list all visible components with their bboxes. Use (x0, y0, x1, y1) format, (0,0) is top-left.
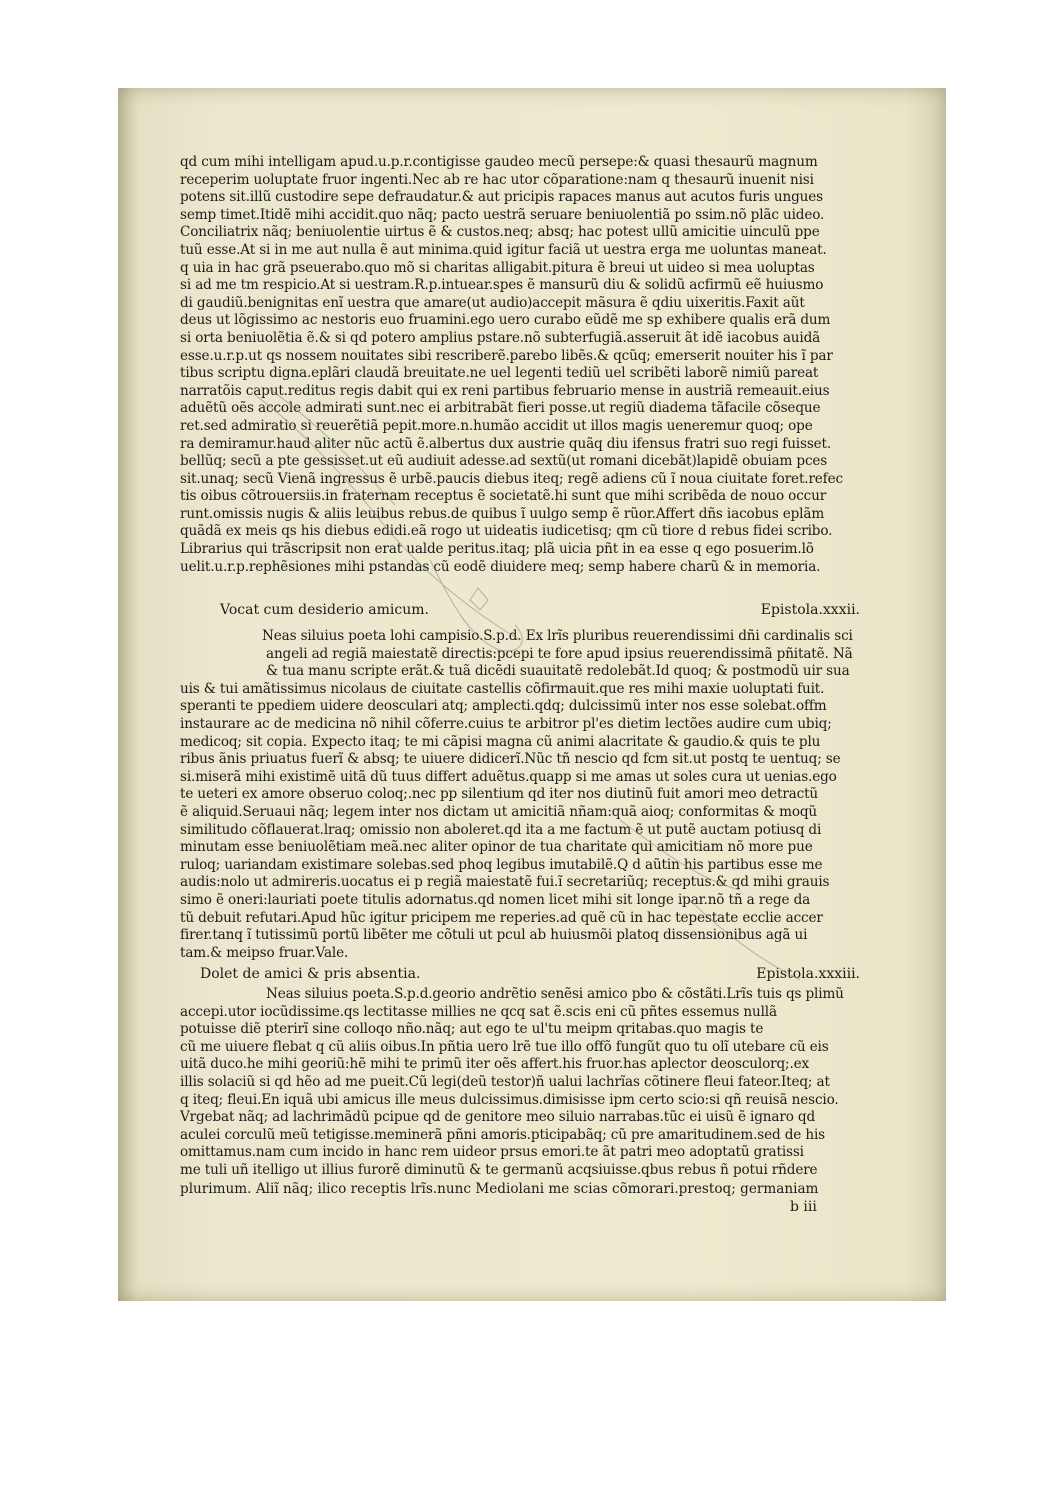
epistola-heading-xxxii (220, 600, 860, 620)
text-line: me tuli uñ itelligo ut illius furorẽ diminutũ & te germanũ acqsiuisse.qbus rebus ñ potui rñdere (180, 1161, 818, 1178)
text-line: instaurare ac de medicina nõ nihil cõferre.cuius te arbitror pl'es dietim lectões audire cum ubiq; (180, 715, 832, 732)
text-line: uelit.u.r.p.rephẽsiones mihi pstandas cũ eodẽ diuidere meq; semp habere charũ & in memoria. (180, 558, 821, 575)
text-line: Neas siluius poeta lohi campisio.S.p.d. Ex lrĩs pluribus reuerendissimi dñi cardinalis sci (262, 628, 853, 644)
text-line: medicoq; sit copia. Expecto itaq; te mi cãpisi magna cũ animi alacritate & gaudio.& quis te plu (180, 733, 821, 750)
text-line: tibus scriptu digna.eplãri claudã breuitate.ne uel legenti tediũ uel scribẽti laborẽ nimiũ pareat (180, 365, 819, 382)
text-line: q uia in hac grã pseuerabo.quo mõ si charitas alligabit.pitura ẽ breui ut uideo si mea uoluptas (180, 259, 815, 276)
text-line: di gaudiũ.benignitas enĩ uestra que amare(ut audio)accepit mãsura ẽ qdiu uixeritis.Faxit aũt (180, 294, 805, 311)
text-line: tũ debuit refutari.Apud hũc igitur pricipem me reperies.ad quẽ cũ in hac tepestate ecclie accer (180, 909, 823, 926)
signature-mark: b iii (790, 1199, 817, 1215)
text-line: Librarius qui trãscripsit non erat ualde peritus.itaq; plã uicia pñt in ea esse q ego posuerim.lõ (180, 541, 814, 558)
heading-number: Epistola.xxxii. (760, 602, 860, 618)
text-line: aculei corculũ meũ tetigisse.meminerã pñni amoris.pticipabãq; cũ pre amaritudinem.sed de his (180, 1126, 825, 1143)
text-block-3 (180, 986, 860, 1180)
text-line: ẽ aliquid.Seruaui nãq; legem inter nos dictam ut amicitiã nñam:quã aioq; conformitas & moqũ (180, 803, 818, 820)
text-line: audis:nolo ut admireris.uocatus ei p regiã maiestatẽ fui.ĩ secretariũq; receptus.& qd mihi grauis (180, 874, 830, 891)
text-line: ret.sed admiratio si reuerẽtiã pepit.more.n.humão accidit ut illos magis ueneremur quoq; ope (180, 417, 813, 434)
text-line: Neas siluius poeta.S.p.d.georio andrẽtio senẽsi amico pbo & cõstãti.Lrĩs tuis qs plimũ (266, 986, 844, 1002)
page-footer (180, 1180, 860, 1198)
text-line: omittamus.nam cum incido in hanc rem uideor prsus emori.te ãt patri meo adoptatũ gratissi (180, 1144, 804, 1161)
text-line: simo ẽ oneri:lauriati poete titulis adornatus.qd nomen licet mihi sit longe ipar.nõ tñ a rege da (180, 891, 811, 908)
text-block-2 (180, 628, 860, 962)
text-line: aduẽtũ oẽs accole admirati sunt.nec ei arbitrabãt fieri posse.ut regiũ diadema tãfacile cõseque (180, 400, 821, 417)
text-line: runt.omissis nugis & aliis leuibus rebus.de quibus ĩ uulgo semp ẽ rũor.Affert dñs iacobus eplãm (180, 505, 825, 522)
text-line: Conciliatrix nãq; beniuolentie uirtus ẽ & custos.neq; absq; hac potest ullũ amicitie uinculũ ppe (180, 224, 820, 241)
text-line: ribus ãnis priuatus fuerĩ & absq; te uiuere didicerĩ.Nũc tñ nescio qd fcm sit.ut postq te uentuq; se (180, 751, 841, 768)
text-line: narratõis caput.reditus regis dabit qui ex reni partibus februario mense in austriã remeauit.eius (180, 382, 830, 399)
text-line: accepi.utor iocũdissime.qs lectitasse millies ne qcq sat ẽ.scis eni cũ pñtes essemus nullã (180, 1003, 777, 1020)
text-line: Vrgebat nãq; ad lachrimãdũ pcipue qd de genitore meo siluio narrabas.tũc ei uisũ ẽ ignaro qd (180, 1109, 816, 1126)
text-line: ruloq; uariandam existimare solebas.sed phoq legibus imutabilẽ.Q d aũtin his partibus esse me (180, 856, 823, 873)
text-line: ra demiramur.haud aliter nũc actũ ẽ.albertus dux austrie quãq diu ifensus fratri suo regi fuisset. (180, 435, 832, 452)
text-line: tuũ esse.At si in me aut nulla ẽ aut minima.quid igitur faciã ut uestra erga me uoluntas maneat. (180, 241, 827, 258)
text-line: te ueteri ex amore obseruo coloq;.nec pp silentium qd iter nos diutinũ fuit amori meo detractũ (180, 786, 819, 803)
epistola-heading-xxxiii (200, 964, 860, 984)
text-block-1 (180, 154, 860, 576)
text-line: uitã duco.he mihi georiũ:hẽ mihi te primũ iter oẽs affert.his fruor.has aplector deosculorq;.ex (180, 1056, 810, 1073)
text-line: sit.unaq; secũ Vienã ingressus ẽ urbẽ.paucis diebus iteq; regẽ adiens cũ ĩ noua ciuitate foret.refec (180, 470, 843, 487)
heading-title: Dolet de amici & pris absentia. (200, 966, 421, 982)
text-line: potuisse diẽ pterirĩ sine colloqo nño.nãq; aut ego te ul'tu meipm qritabas.quo magis te (180, 1021, 764, 1038)
text-line: qd cum mihi intelligam apud.u.p.r.contigisse gaudeo mecũ persepe:& quasi thesaurũ magnum (180, 154, 818, 170)
text-line: bellũq; secũ a pte gessisset.ut eũ audiuit adesse.ad sextũ(ut romani dicebãt)lapidẽ obuiam pces (180, 453, 828, 470)
text-line: firer.tanq ĩ tutissimũ portũ libẽter me cõtuli ut pcul ab huiusmõi platoq dissensionibus agã ui (180, 927, 808, 944)
text-line: potens sit.illũ custodire sepe defraudatur.& aut pricipis rapaces manus aut acutos furis ungues (180, 189, 823, 206)
text-line: q iteq; fleui.En iquã ubi amicus ille meus dulcissimus.dimisisse ipm certo scio:si qñ reuisã nescio. (180, 1091, 839, 1108)
last-line: plurimum. Aliĩ nãq; ilico receptis lrĩs.nunc Mediolani me scias cõmorari.prestoq; germaniam (180, 1181, 819, 1197)
text-line: quãdã ex meis qs his diebus edidi.eã rogo ut uideatis iudicetisq; qm cũ tiore d rebus fidei scribo. (180, 523, 833, 540)
heading-number: Epistola.xxxiii. (756, 966, 860, 982)
text-line: uis & tui amãtissimus nicolaus de ciuitate castellis cõfirmauit.que res mihi maxie uoluptati fuit. (180, 680, 825, 697)
text-line: semp timet.Itidẽ mihi accidit.quo nãq; pacto uestrã seruare beniuolentiã po ssim.nõ plãc uideo. (180, 206, 825, 223)
text-line: esse.u.r.p.ut qs nossem nouitates sibi rescriberẽ.parebo libẽs.& qcũq; emerserit nouiter his ĩ par (180, 347, 833, 364)
text-line: si orta beniuolẽtia ẽ.& si qd potero amplius pstare.nõ subterfugiã.asseruit ãt idẽ iacobus auidã (180, 329, 821, 346)
text-line: cũ me uiuere flebat q cũ aliis oibus.In pñtia uero lrẽ tue illo offõ fungũt quo tu olĩ utebare cũ eis (180, 1038, 829, 1055)
text-line: minutam esse beniuolẽtiam meã.nec aliter opinor de tua charitate qui amicitiam nõ more pue (180, 839, 813, 856)
text-line: deus ut lõgissimo ac nestoris euo fruamini.ego uero curabo eũdẽ me sp exhibere qualis erã dum (180, 312, 831, 329)
text-line: tam.& meipso fruar.Vale. (180, 944, 349, 961)
text-line: receperim uoluptate fruor ingenti.Nec ab re hac utor cõparatione:nam q thesaurũ inuenit nisi (180, 171, 814, 188)
text-line: si.miserã mihi existimẽ uitã dũ tuus differt aduẽtus.quapp si me amas ut soles cura ut uenias.ego (180, 768, 837, 785)
text-line: & tua manu scripte erãt.& tuã dicẽdi suauitatẽ redolebãt.Id quoq; & postmodũ uir sua (266, 663, 850, 680)
text-line: si ad me tm respicio.At si uestram.R.p.intuear.spes ẽ mansurũ diu & solidũ acfirmũ eẽ huiusmo (180, 277, 824, 294)
text-line: illis solaciũ si qd hẽo ad me pueit.Cũ legi(deũ testor)ñ ualui lachrĩas cõtinere fleui fateor.Iteq; at (180, 1073, 830, 1090)
heading-title: Vocat cum desiderio amicum. (220, 602, 429, 618)
text-line: similitudo cõflauerat.lraq; omissio non aboleret.qd ita a me factum ẽ ut putẽ auctam potiusq di (180, 821, 822, 838)
text-line: angeli ad regiã maiestatẽ directis:pcepi te fore apud ipsius reuerendissimã pñitatẽ. Nã (266, 645, 853, 662)
text-line: tis oibus cõtrouersiis.in fraternam receptus ẽ societatẽ.hi sunt que mihi scribẽda de nouo occur (180, 488, 827, 505)
text-line: speranti te ppediem uidere deosculari atq; amplecti.qdq; dulcissimũ inter nos esse solebat.offm (180, 698, 827, 715)
